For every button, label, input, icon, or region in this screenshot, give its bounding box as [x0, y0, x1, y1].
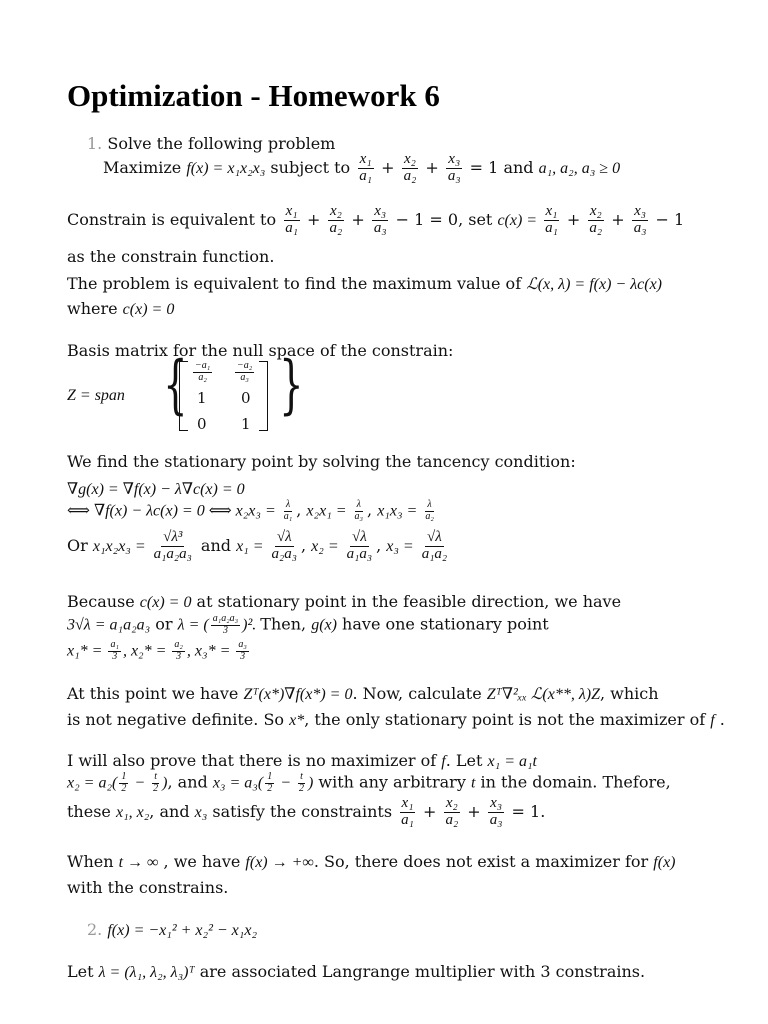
- numerator: x₃: [374, 203, 387, 219]
- problem-1-intro: [87, 134, 335, 153]
- numerator: t: [300, 771, 303, 782]
- page-title: Optimization - Homework 6: [67, 78, 440, 113]
- text: Then,: [260, 614, 312, 634]
- denominator: a₁: [545, 219, 558, 236]
- math: x₂ = a₂(: [67, 774, 118, 792]
- list-number: 1.: [87, 134, 103, 153]
- math: c(x) = 0: [122, 301, 175, 318]
- text-line: [67, 796, 545, 829]
- denominator: a₃: [447, 167, 461, 184]
- text: have one stationary point: [336, 614, 549, 634]
- operator: +: [425, 157, 439, 177]
- problem-1-statement: [103, 152, 620, 185]
- text: with any arbitrary: [313, 772, 471, 792]
- fraction: [543, 204, 560, 237]
- math: x₂ =: [311, 537, 343, 555]
- math-line: ∇g(x) = ∇f(x) − λ∇c(x) = 0: [67, 481, 245, 498]
- numerator: x₁: [401, 795, 414, 811]
- text: Constrain is equivalent to: [67, 209, 282, 229]
- math: t: [470, 774, 476, 792]
- numerator: [193, 361, 212, 373]
- text: ,: [376, 535, 387, 555]
- text: or: [150, 614, 178, 634]
- fraction: [345, 530, 374, 563]
- math: λ = (λ₁, λ₂, λ₃)ᵀ: [98, 964, 195, 981]
- math: x*: [289, 712, 305, 729]
- numerator: λ: [427, 499, 432, 510]
- denominator: a₂a₃: [271, 545, 297, 562]
- text: At this point we have: [67, 684, 244, 703]
- denominator: a₃: [633, 219, 647, 236]
- math: −: [276, 774, 295, 792]
- denominator: a₂: [445, 811, 459, 828]
- fraction: [283, 204, 300, 237]
- denominator: a₃: [373, 219, 387, 236]
- math: x₃: [194, 803, 208, 821]
- math: x₁ =: [236, 537, 268, 555]
- text: . So, there does not exist a maximizer for: [313, 852, 654, 871]
- math: Zᵀ(x*)∇f(x*) = 0: [243, 686, 353, 703]
- denominator: 3: [240, 650, 246, 662]
- left-brace: {: [163, 348, 188, 422]
- fraction: [488, 796, 505, 829]
- fraction: [211, 614, 240, 636]
- fraction: [282, 500, 294, 522]
- text-line: [67, 274, 662, 294]
- text: , and: [149, 801, 195, 821]
- fraction: [632, 204, 649, 237]
- text-line: [67, 684, 659, 704]
- fraction: [152, 530, 194, 563]
- text: Let: [67, 962, 99, 981]
- fraction: [328, 204, 345, 237]
- text-line: [67, 751, 537, 771]
- math: x₁x₃ =: [377, 502, 422, 520]
- math: x₂x₁ =: [306, 502, 351, 520]
- fraction: [172, 640, 184, 662]
- denominator: a₃: [489, 811, 503, 828]
- fraction: [423, 500, 435, 522]
- list-number: 2.: [87, 920, 103, 939]
- operator: +: [351, 209, 365, 229]
- denominator: 2: [298, 782, 304, 794]
- text: satisfy the constraints: [207, 801, 398, 821]
- math: f(x) → +∞: [245, 854, 314, 871]
- text: When: [67, 852, 119, 871]
- math: c(x) = 0: [139, 594, 192, 611]
- math: λ = (: [177, 616, 209, 634]
- math: c(x) =: [497, 211, 542, 229]
- text: in the domain. Thefore,: [475, 772, 671, 792]
- text: , which: [600, 684, 659, 703]
- matrix-cell: 0: [241, 389, 251, 407]
- text-line: with the constrains.: [67, 878, 229, 897]
- math: , x₂* =: [122, 642, 171, 660]
- text: , and: [167, 772, 213, 792]
- fraction: [151, 772, 160, 794]
- math-line: [67, 640, 251, 662]
- text: is not negative definite. So: [67, 710, 290, 729]
- fraction: [443, 796, 460, 829]
- math: )².: [242, 616, 261, 634]
- matrix-cell: [235, 361, 254, 383]
- text-line: We find the stationary point by solving the tancency condition:: [67, 452, 576, 471]
- denominator: a₂: [329, 219, 343, 236]
- numerator: [235, 361, 254, 373]
- math: t → ∞: [118, 854, 159, 871]
- text: ,: [300, 535, 312, 555]
- operator: +: [381, 157, 395, 177]
- numerator: x₂: [589, 203, 602, 219]
- numerator: x₂: [445, 795, 458, 811]
- operator: −: [195, 360, 202, 371]
- text-line: as the constrain function.: [67, 247, 275, 266]
- denominator: 3: [112, 650, 118, 662]
- null-space-matrix: [163, 348, 304, 437]
- operator: +: [307, 209, 321, 229]
- fraction: [265, 772, 274, 794]
- constraint-line: [67, 204, 684, 237]
- operator: +: [566, 209, 581, 229]
- math: ): [162, 774, 168, 792]
- math-line: [67, 500, 438, 522]
- numerator: a₁a₂a₃: [212, 613, 239, 624]
- fraction: [236, 640, 248, 662]
- text-line: [67, 614, 549, 636]
- denominator: a₂: [425, 510, 434, 522]
- text: ,: [296, 500, 307, 520]
- numerator: x₁: [359, 151, 372, 167]
- denominator: a₁: [283, 510, 293, 522]
- text-line: [67, 299, 174, 319]
- right-bracket: [259, 361, 268, 431]
- text-line: [67, 772, 671, 794]
- denominator: 2: [153, 782, 159, 794]
- math: f: [710, 712, 715, 729]
- denominator: 3: [176, 650, 182, 662]
- matrix-cell: 1: [241, 415, 251, 433]
- math: 3√λ = a₁a₂a₃: [67, 616, 151, 634]
- fraction: [119, 772, 128, 794]
- numerator: a₁: [110, 639, 119, 650]
- text-line: Basis matrix for the null space of the constrain:: [67, 341, 454, 360]
- math: Zᵀ∇²ₓₓ ℒ(x**, λ)Z: [486, 686, 600, 703]
- numerator: √λ: [427, 529, 442, 545]
- numerator: √λ³: [163, 529, 183, 545]
- math: a₁, a₂, a₃ ≥ 0: [538, 159, 621, 177]
- text: where: [67, 299, 123, 318]
- math: x₃ =: [386, 537, 418, 555]
- operator: +: [611, 209, 625, 229]
- numerator: √λ: [351, 529, 367, 545]
- denominator: a₁a₃: [346, 545, 373, 562]
- text-line: [67, 962, 645, 982]
- problem-2: [87, 920, 257, 940]
- numerator: λ: [356, 499, 361, 510]
- text: ,: [367, 500, 378, 520]
- text: = 1 and: [464, 157, 539, 177]
- fraction: [108, 640, 120, 662]
- denominator: 2: [121, 782, 127, 794]
- denominator: a₁a₂: [421, 545, 448, 562]
- math: , x₃* =: [186, 642, 235, 660]
- numerator: x₁: [285, 203, 298, 219]
- text-line: [67, 592, 621, 612]
- fraction: [420, 530, 449, 563]
- fraction: [446, 152, 463, 185]
- math: f(x) = x₁x₂x₃: [186, 159, 266, 177]
- numerator: x₃: [448, 151, 461, 167]
- math: f(x) = −x₁² + x₂² − x₁x₂: [107, 922, 257, 939]
- text: − 1 = 0, set: [390, 209, 498, 229]
- math: ): [307, 774, 314, 792]
- math: f(x): [653, 854, 676, 871]
- text: . Let: [445, 751, 488, 770]
- text: are associated Langrange multiplier with 3 constrains.: [194, 962, 646, 981]
- math: f: [441, 753, 446, 770]
- matrix-cell: [193, 361, 212, 383]
- numerator: 1: [121, 771, 127, 782]
- fraction: [587, 204, 604, 237]
- numerator: x₃: [490, 795, 503, 811]
- operator: +: [467, 801, 481, 821]
- math: x₁ = a₁t: [487, 753, 537, 770]
- text: subject to: [265, 157, 356, 177]
- numerator: x₁: [545, 203, 558, 219]
- denominator: 3: [222, 624, 228, 636]
- fraction: [357, 152, 374, 185]
- text: The problem is equivalent to find the maximum value of: [67, 274, 527, 293]
- denominator: a₁: [359, 167, 372, 184]
- numerator: x₂: [403, 151, 416, 167]
- text: these: [67, 801, 116, 821]
- text-line: [67, 852, 676, 872]
- numerator: λ: [285, 499, 291, 510]
- numerator: t: [154, 771, 158, 782]
- denominator: a₁: [285, 219, 298, 236]
- matrix-cell: 0: [197, 415, 207, 433]
- math: x₁x₂x₃ =: [92, 537, 150, 555]
- denominator: a₁: [401, 811, 414, 828]
- fraction: [297, 772, 306, 794]
- text: a₂: [243, 360, 253, 371]
- denominator: a₃: [240, 371, 249, 383]
- fraction: [270, 530, 299, 563]
- math: x₁, x₂: [115, 803, 150, 821]
- numerator: 1: [267, 771, 273, 782]
- text: and: [200, 535, 237, 555]
- math-line: [67, 530, 451, 563]
- text: at stationary point in the feasible direction, we have: [191, 592, 622, 611]
- matrix-cell: 1: [197, 389, 207, 407]
- denominator: a₃: [354, 510, 364, 522]
- left-bracket: [179, 361, 188, 431]
- fraction: [353, 500, 365, 522]
- text: − 1: [650, 209, 685, 229]
- text: I will also prove that there is no maximizer of: [67, 751, 442, 770]
- text: . Now, calculate: [352, 684, 487, 703]
- text: .: [714, 710, 725, 729]
- numerator: x₂: [329, 203, 342, 219]
- fraction: [372, 204, 389, 237]
- text: , we have: [158, 852, 246, 871]
- text: Because: [67, 592, 140, 611]
- fraction: [399, 796, 416, 829]
- text: a₁: [201, 360, 211, 371]
- text: Solve the following problem: [107, 134, 336, 153]
- numerator: √λ: [276, 529, 292, 545]
- text-line: [67, 710, 725, 730]
- math: ℒ(x, λ) = f(x) − λc(x): [526, 276, 662, 293]
- denominator: a₂: [198, 371, 207, 383]
- denominator: a₁a₂a₃: [153, 545, 192, 562]
- text: Maximize: [103, 157, 187, 177]
- denominator: a₂: [403, 167, 417, 184]
- text: = 1.: [506, 801, 546, 821]
- math: −: [130, 774, 150, 792]
- right-brace: }: [279, 348, 304, 422]
- numerator: x₃: [634, 203, 647, 219]
- math: x₂x₃ =: [235, 502, 280, 520]
- operator: +: [422, 801, 437, 821]
- math: x₃ = a₃(: [212, 774, 264, 792]
- z-label: Z = span: [67, 387, 125, 404]
- denominator: 2: [267, 782, 273, 794]
- numerator: a₃: [238, 639, 247, 650]
- denominator: a₂: [589, 219, 603, 236]
- math: g(x): [311, 616, 337, 634]
- numerator: a₂: [174, 639, 183, 650]
- fraction: [402, 152, 419, 185]
- math: ⟺ ∇f(x) − λc(x) = 0 ⟺: [67, 502, 236, 520]
- text: , the only stationary point is not the maximizer of: [304, 710, 711, 729]
- math: x₁* =: [67, 642, 107, 660]
- operator: −: [237, 360, 244, 371]
- text: Or: [67, 535, 93, 555]
